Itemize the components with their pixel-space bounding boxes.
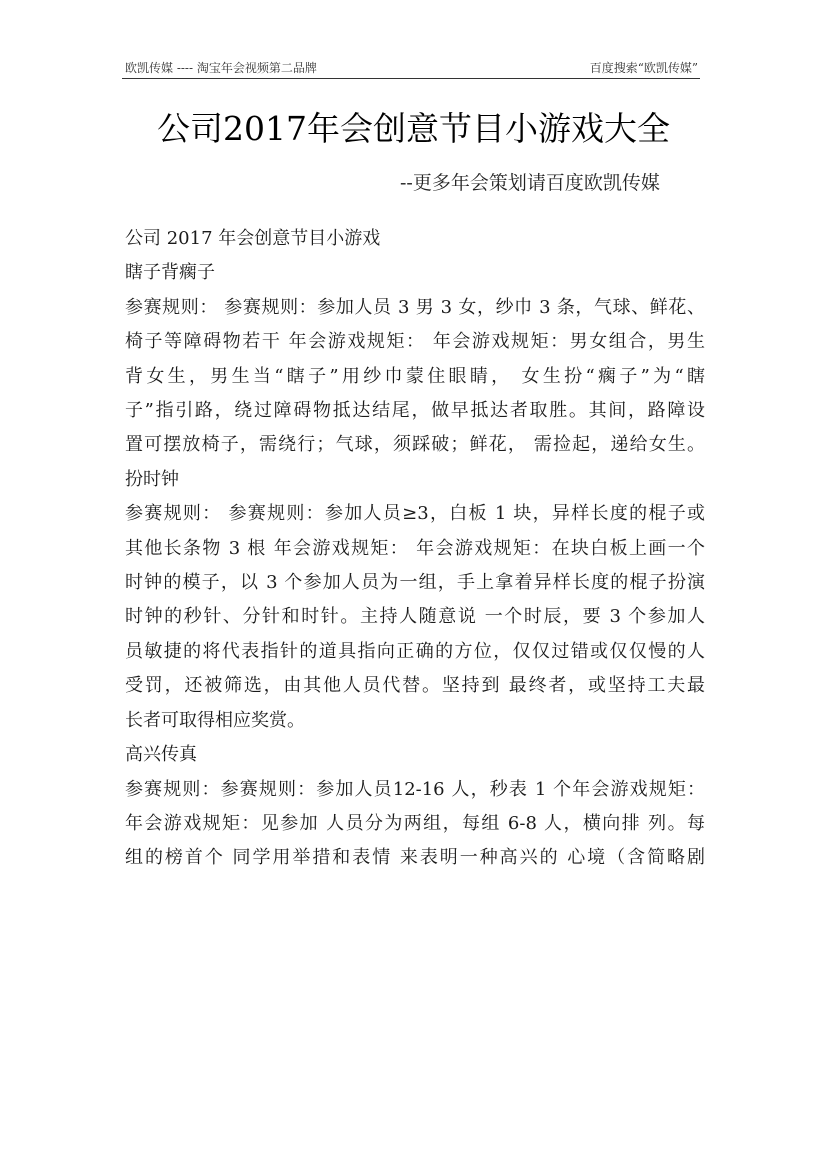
paragraph-line: 置可摆放椅子，需绕行；气球，须踩破；鲜花， 需捡起，递给女生。 bbox=[125, 434, 705, 456]
page-header bbox=[122, 56, 700, 79]
paragraph-line: 年会游戏规矩：见参加 人员分为两组，每组 6-8 人，横向排 列。每 bbox=[125, 812, 705, 834]
paragraph-line: 背女生，男生当“瞎子”用纱巾蒙住眼睛， 女生扮“瘸子”为“瞎 bbox=[125, 365, 705, 387]
section-heading: 公司 2017 年会创意节目小游戏 bbox=[125, 228, 381, 249]
paragraph-line: 参赛规则： 参赛规则：参加人员 3 男 3 女，纱巾 3 条，气球、鲜花、 bbox=[125, 296, 705, 318]
document-body bbox=[125, 222, 705, 876]
paragraph-line: 椅子等障碍物若干 年会游戏规矩： 年会游戏规矩：男女组合，男生 bbox=[125, 331, 705, 353]
game-heading-3: 高兴传真 bbox=[125, 744, 197, 766]
paragraph-line: 参赛规则： 参赛规则：参加人员≥3，白板 1 块，异样长度的棍子或 bbox=[125, 503, 705, 525]
game-heading-2: 扮时钟 bbox=[125, 468, 179, 490]
paragraph-line: 组的榜首个 同学用举措和表情 来表明一种高兴的 心境（含简略剧 bbox=[125, 847, 705, 869]
paragraph-line: 受罚，还被筛选，由其他人员代替。坚持到 最终者，或坚持工夫最 bbox=[125, 675, 705, 697]
game-heading-1: 瞎子背瘸子 bbox=[125, 262, 215, 284]
paragraph-line: 时钟的模子，以 3 个参加人员为一组，手上拿着异样长度的棍子扮演 bbox=[125, 572, 705, 594]
paragraph-line: 时钟的秒针、分针和时针。主持人随意说 一个时辰，要 3 个参加人 bbox=[125, 606, 705, 628]
document-subtitle: --更多年会策划请百度欧凯传媒 bbox=[400, 172, 660, 194]
document-title: 公司2017年会创意节目小游戏大全 bbox=[157, 109, 670, 148]
paragraph-line: 其他长条物 3 根 年会游戏规矩： 年会游戏规矩：在块白板上画一个 bbox=[125, 537, 705, 559]
paragraph-line: 参赛规则：参赛规则：参加人员12-16 人，秒表 1 个年会游戏规矩： bbox=[125, 778, 705, 800]
paragraph-line: 子”指引路，绕过障碍物抵达结尾，做早抵达者取胜。其间，路障设 bbox=[125, 400, 705, 422]
header-right-text: 百度搜索“欧凯传媒” bbox=[589, 61, 698, 75]
paragraph-line: 员敏捷的将代表指针的道具指向正确的方位，仅仅过错或仅仅慢的人 bbox=[125, 640, 705, 662]
header-left-text: 欧凯传媒 ---- 淘宝年会视频第二品牌 bbox=[125, 61, 317, 75]
paragraph-line: 长者可取得相应奖赏。 bbox=[125, 709, 305, 731]
